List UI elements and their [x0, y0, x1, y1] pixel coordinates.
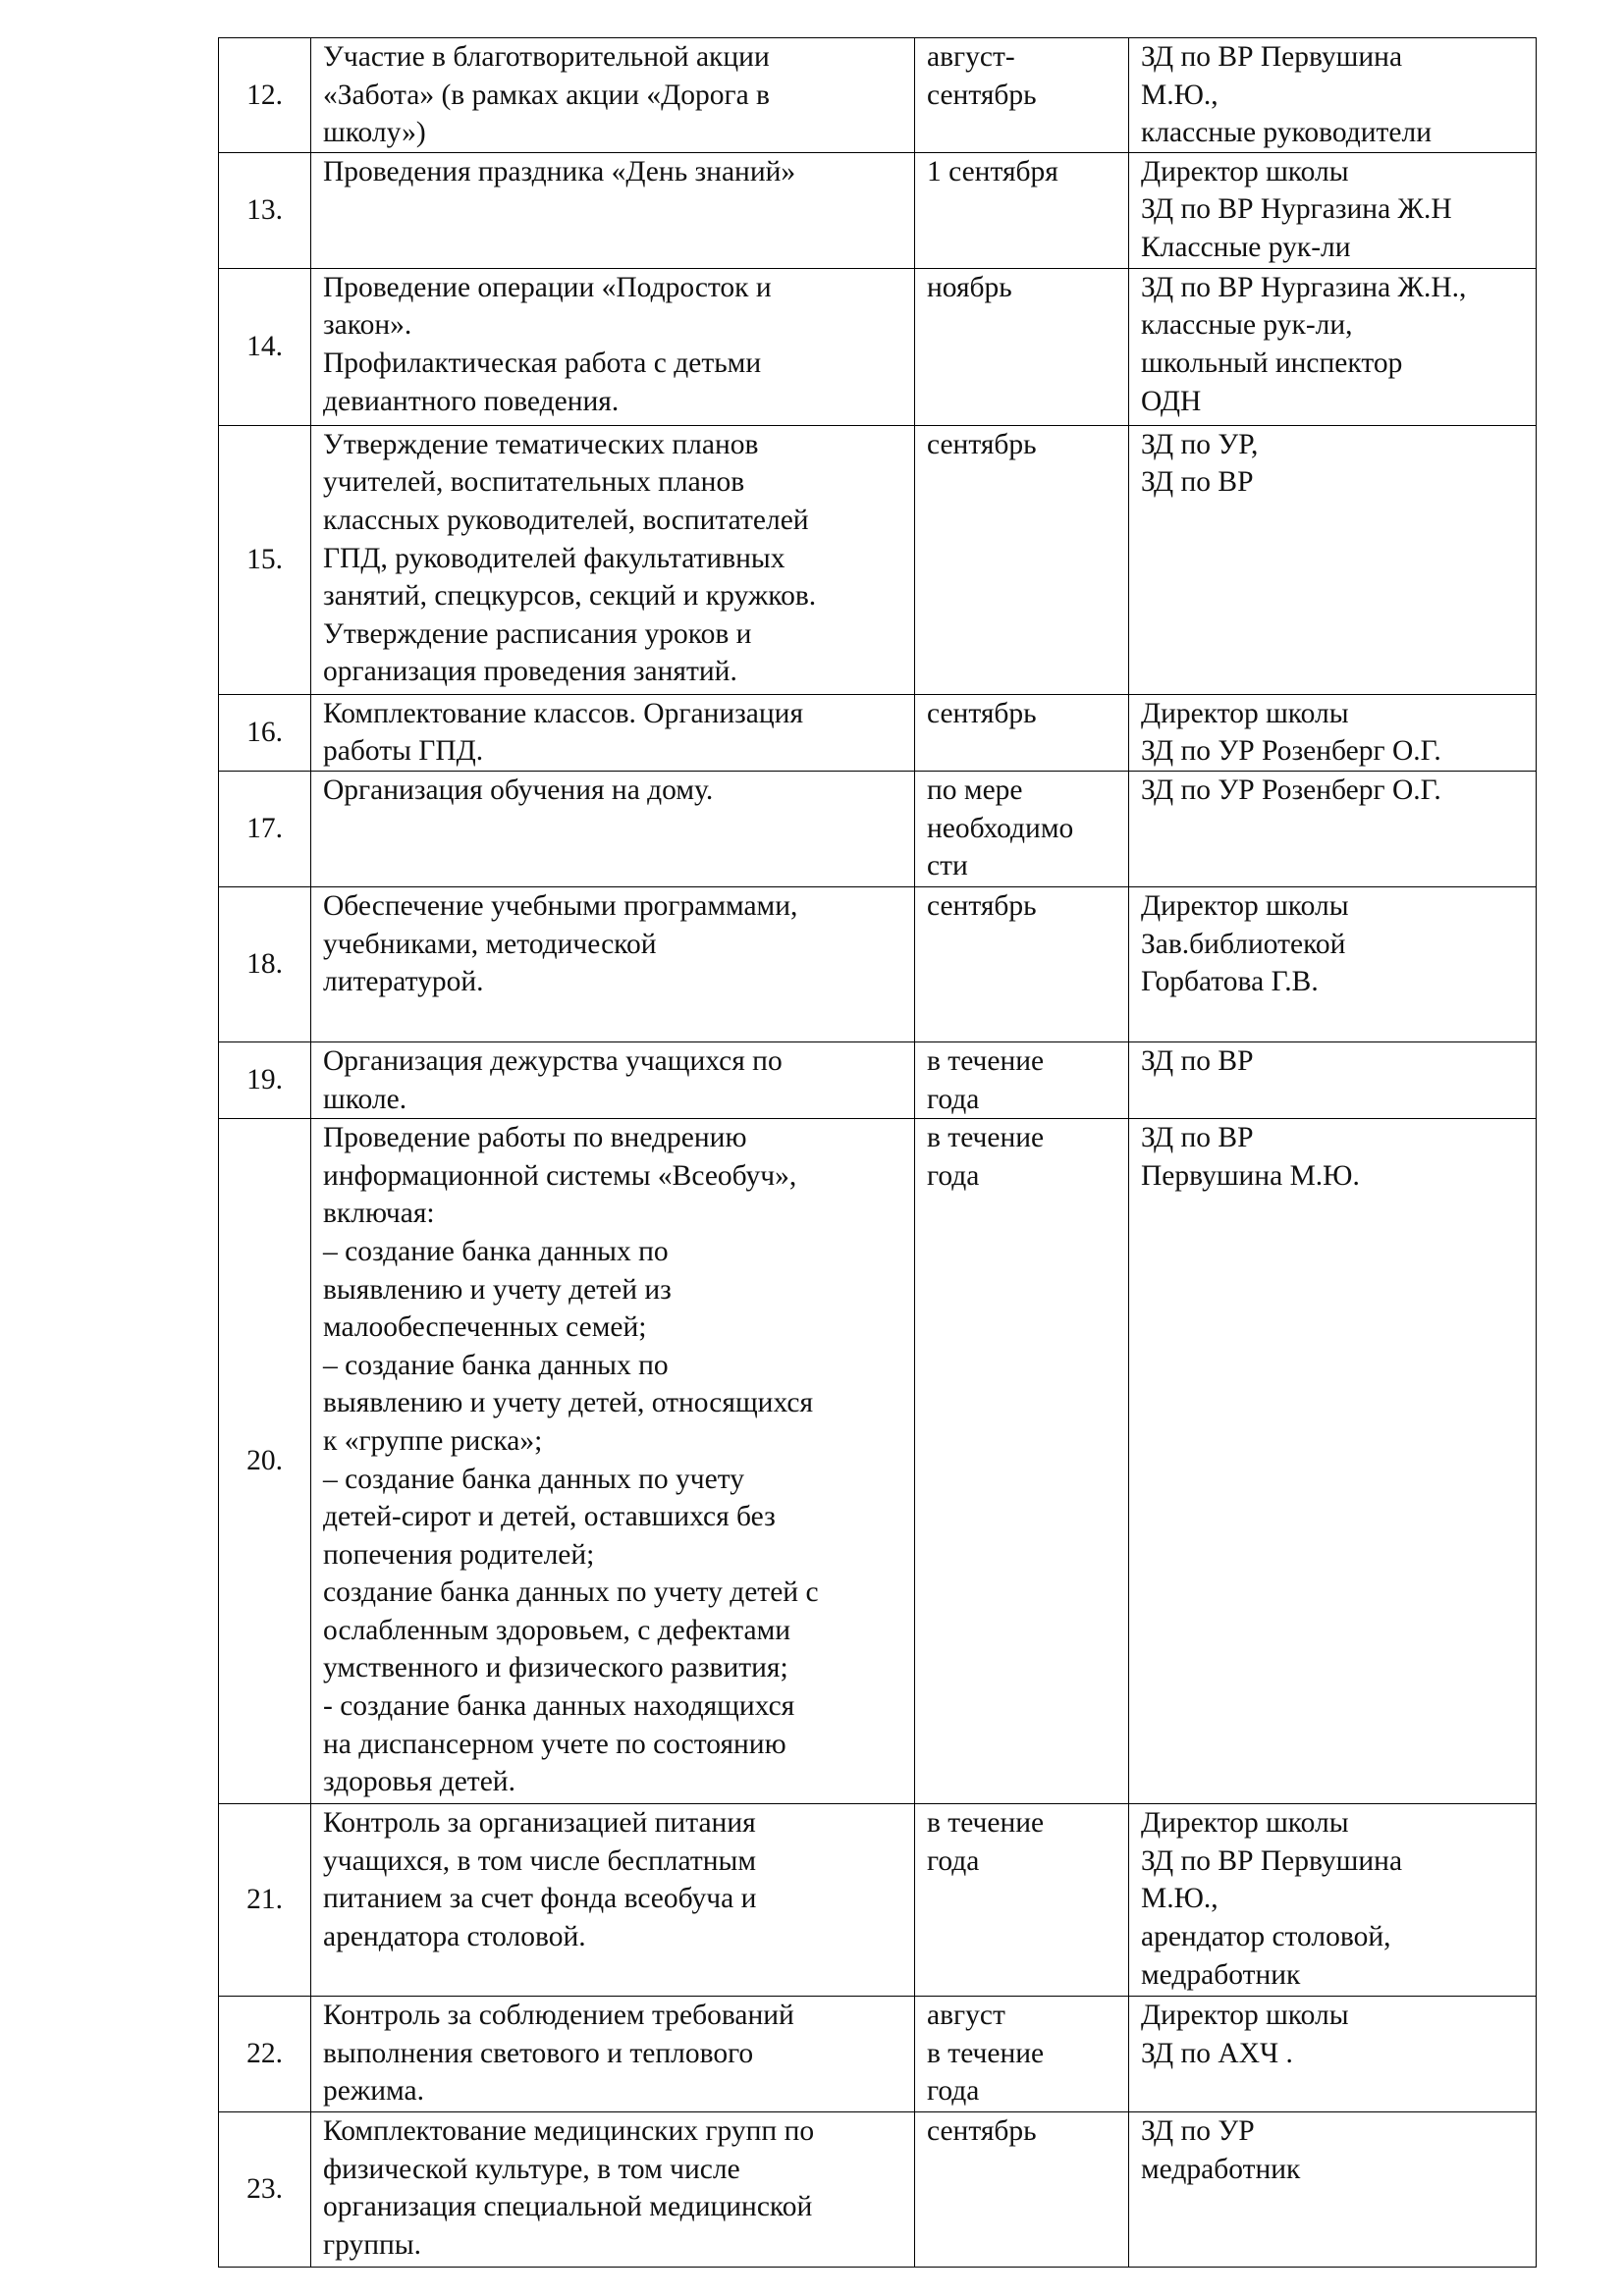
activity-cell: Комплектование медицинских групп по физической культуре, в том числе организация специальной медицинской группы. [311, 2112, 915, 2268]
activity-cell: Контроль за соблюдением требований выполнения светового и теплового режима. [311, 1997, 915, 2112]
activity-cell: Проведения праздника «День знаний» [311, 152, 915, 268]
activity-cell: Проведение операции «Подросток и закон». Профилактическая работа с детьми девиантного поведения. [311, 268, 915, 425]
row-number: 15. [219, 425, 311, 694]
activity-cell: Контроль за организацией питания учащихся, в том числе бесплатным питанием за счет фонда всеобуча и арендатора столовой. [311, 1804, 915, 1997]
activity-cell: Утверждение тематических планов учителей, воспитательных планов классных руководителей, воспитателей ГПД, руководителей факультативных занятий, спецкурсов, секций и кружков. Утверждение расписания уроков и организация проведения занятий. [311, 425, 915, 694]
plan-table [218, 37, 1537, 2268]
responsible-cell: ЗД по ВР Первушина М.Ю., классные руководители [1129, 38, 1537, 153]
table-row [219, 1041, 1537, 1118]
date-cell: август- сентябрь [915, 38, 1129, 153]
date-cell: по мере необходимо сти [915, 771, 1129, 886]
responsible-cell: ЗД по УР медработник [1129, 2112, 1537, 2268]
table-row [219, 2112, 1537, 2268]
row-number: 12. [219, 38, 311, 153]
table-row [219, 1119, 1537, 1804]
row-number: 18. [219, 886, 311, 1041]
responsible-cell: ЗД по УР Розенберг О.Г. [1129, 771, 1537, 886]
date-cell: в течение года [915, 1041, 1129, 1118]
responsible-cell: ЗД по ВР Первушина М.Ю. [1129, 1119, 1537, 1804]
table-row [219, 771, 1537, 886]
row-number: 22. [219, 1997, 311, 2112]
row-number: 23. [219, 2112, 311, 2268]
table-row [219, 694, 1537, 771]
row-number: 20. [219, 1119, 311, 1804]
responsible-cell: ЗД по ВР [1129, 1041, 1537, 1118]
table-row [219, 1804, 1537, 1997]
responsible-cell: ЗД по ВР Нургазина Ж.Н., классные рук-ли, школьный инспектор ОДН [1129, 268, 1537, 425]
date-cell: в течение года [915, 1804, 1129, 1997]
row-number: 19. [219, 1041, 311, 1118]
row-number: 17. [219, 771, 311, 886]
table-row [219, 425, 1537, 694]
date-cell: сентябрь [915, 425, 1129, 694]
date-cell: сентябрь [915, 694, 1129, 771]
activity-cell: Участие в благотворительной акции «Забота» (в рамках акции «Дорога в школу») [311, 38, 915, 153]
activity-cell: Обеспечение учебными программами, учебниками, методической литературой. [311, 886, 915, 1041]
table-row [219, 886, 1537, 1041]
responsible-cell: Директор школы ЗД по ВР Первушина М.Ю., арендатор столовой, медработник [1129, 1804, 1537, 1997]
responsible-cell: Директор школы Зав.библиотекой Горбатова Г.В. [1129, 886, 1537, 1041]
table-row [219, 38, 1537, 153]
date-cell: сентябрь [915, 886, 1129, 1041]
table-row [219, 1997, 1537, 2112]
activity-cell: Комплектование классов. Организация работы ГПД. [311, 694, 915, 771]
date-cell: 1 сентября [915, 152, 1129, 268]
row-number: 13. [219, 152, 311, 268]
activity-cell: Организация обучения на дому. [311, 771, 915, 886]
activity-cell: Проведение работы по внедрению информационной системы «Всеобуч», включая: – создание банка данных по выявлению и учету детей из малообеспеченных семей; – создание банка данных по выявлению и учету детей, относящихся к «группе риска»; – создание банка данных по учету детей-сирот и детей, оставшихся без попечения родителей; создание банка данных по учету детей с ослабленным здоровьем, с дефектами умственного и физического развития; - создание банка данных находящихся на диспансерном учете по состоянию здоровья детей. [311, 1119, 915, 1804]
row-number: 21. [219, 1804, 311, 1997]
date-cell: в течение года [915, 1119, 1129, 1804]
date-cell: ноябрь [915, 268, 1129, 425]
date-cell: август в течение года [915, 1997, 1129, 2112]
table-row [219, 152, 1537, 268]
activity-cell: Организация дежурства учащихся по школе. [311, 1041, 915, 1118]
responsible-cell: ЗД по УР, ЗД по ВР [1129, 425, 1537, 694]
table-row [219, 268, 1537, 425]
responsible-cell: Директор школы ЗД по ВР Нургазина Ж.Н Классные рук-ли [1129, 152, 1537, 268]
responsible-cell: Директор школы ЗД по УР Розенберг О.Г. [1129, 694, 1537, 771]
row-number: 16. [219, 694, 311, 771]
row-number: 14. [219, 268, 311, 425]
responsible-cell: Директор школы ЗД по АХЧ . [1129, 1997, 1537, 2112]
date-cell: сентябрь [915, 2112, 1129, 2268]
